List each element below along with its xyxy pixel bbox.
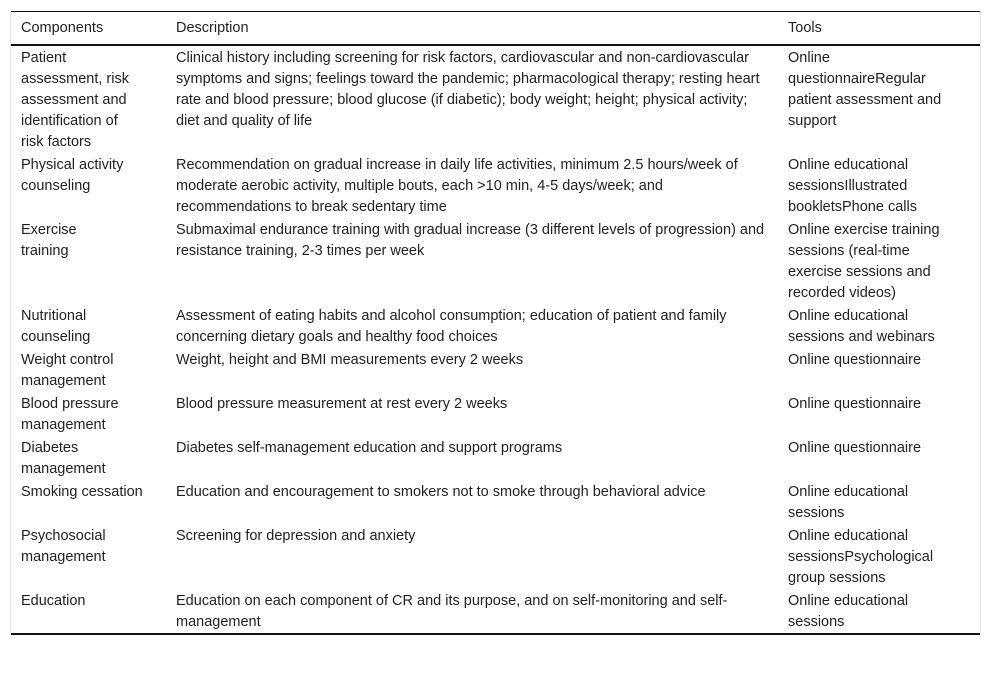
components-table [11,11,980,635]
description-cell: Submaximal endurance training with gradual increase (3 different levels of progression) and resistance training, 2-3 times per week [176,222,765,259]
tools-cell: Online exercise training sessions (real-time exercise sessions and recorded videos) [788,222,940,301]
table-header [11,12,980,46]
tools-cell: Online educational sessionsIllustrated bookletsPhone calls [788,157,917,215]
description-cell: Diabetes self-management education and support programs [176,440,563,456]
tools-cell: Online questionnaire [788,352,922,368]
component-cell: Education [21,593,86,609]
component-cell: Weight control management [21,352,114,389]
tools-cell: Online educational sessions and webinars [788,308,935,345]
table-row [11,45,980,153]
table-row [11,589,980,634]
description-cell: Screening for depression and anxiety [176,528,416,544]
table-row [11,436,980,480]
table-row [11,304,980,348]
component-cell: Diabetes management [21,440,106,477]
description-cell: Assessment of eating habits and alcohol consumption; education of patient and family concerning dietary goals and healthy food choices [176,308,727,345]
header-tools: Tools [788,20,822,36]
component-cell: Blood pressure management [21,396,119,433]
description-cell: Weight, height and BMI measurements every 2 weeks [176,352,524,368]
tools-cell: Online educational sessionsPsychological group sessions [788,528,934,586]
description-cell: Education on each component of CR and its purpose, and on self-monitoring and self-management [176,593,728,630]
component-cell: Exercise training [21,222,77,259]
description-cell: Education and encouragement to smokers not to smoke through behavioral advice [176,484,706,500]
table-row [11,480,980,524]
component-cell: Physical activity counseling [21,157,124,194]
header-components: Components [21,20,104,36]
table-row [11,524,980,589]
component-cell: Nutritional counseling [21,308,91,345]
tools-cell: Online educational sessions [788,484,909,521]
table-body [11,45,980,634]
table-row [11,218,980,304]
component-cell: Smoking cessation [21,484,143,500]
components-table-container [10,11,981,635]
component-cell: Psychosocial management [21,528,106,565]
tools-cell: Online questionnaire [788,396,922,412]
tools-cell: Online questionnaireRegular patient assessment and support [788,50,942,129]
description-cell: Clinical history including screening for risk factors, cardiovascular and non-cardiovascular symptoms and signs; feelings toward the pandemic; pharmacological therapy; resting heart rate and blood pressure; blood glucose (if diabetic); body weight; height; physical activity; diet and quality of life [176,50,760,129]
table-row [11,392,980,436]
table-row [11,153,980,218]
table-row [11,348,980,392]
tools-cell: Online questionnaire [788,440,922,456]
tools-cell: Online educational sessions [788,593,909,630]
description-cell: Blood pressure measurement at rest every 2 weeks [176,396,508,412]
component-cell: Patient assessment, risk assessment and identification of risk factors [21,50,129,150]
header-description: Description [176,20,249,36]
description-cell: Recommendation on gradual increase in daily life activities, minimum 2.5 hours/week of moderate aerobic activity, multiple bouts, each >10 min, 4-5 days/week; and recommendations to break sedentary time [176,157,738,215]
header-row [11,12,980,46]
